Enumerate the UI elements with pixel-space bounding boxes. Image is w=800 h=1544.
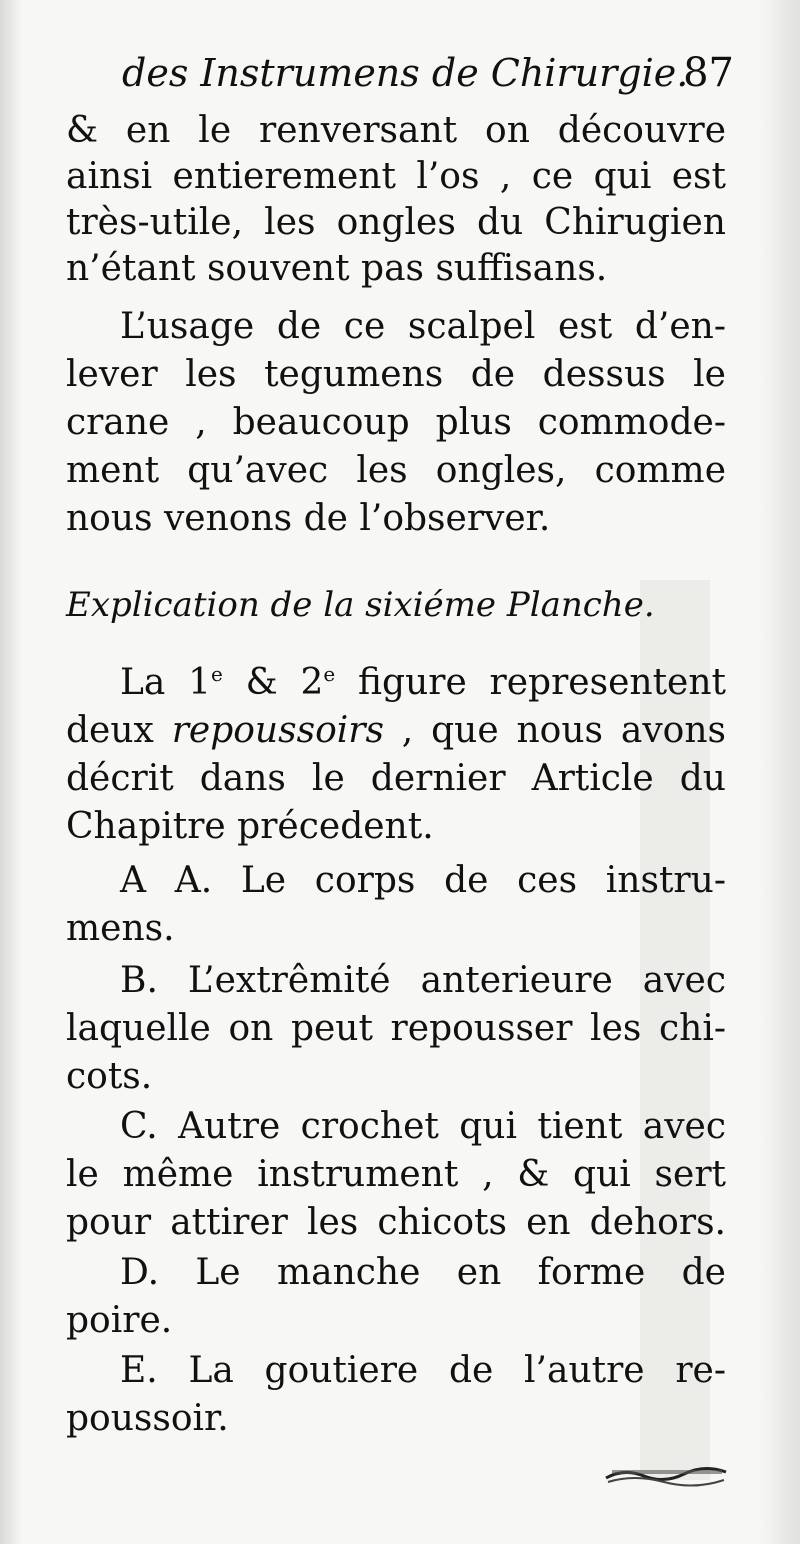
text-line: pour attirer les chicots en dehors. (66, 1202, 726, 1243)
text-line: Chapitre précedent. (66, 806, 434, 847)
printers-ornament-icon (604, 1462, 728, 1488)
text-line: poussoir. (66, 1398, 229, 1439)
text-line: poire. (66, 1300, 173, 1341)
text-line: décrit dans le dernier Article du (66, 758, 726, 799)
text-line (66, 708, 726, 754)
text-fragment: & 2 (222, 662, 324, 703)
text-line: le même instrument , & qui sert (66, 1154, 726, 1195)
page-edge-shadow-left (0, 0, 22, 1544)
text-line: L’usage de ce scalpel est d’en- (120, 306, 726, 347)
running-title: des Instrumens de Chirurgie. (122, 51, 689, 95)
section-heading: Explication de la sixiéme Planche. (66, 585, 655, 625)
text-line: D. Le manche en forme de (120, 1252, 726, 1293)
text-line: cots. (66, 1056, 153, 1097)
page-number: 87 (683, 50, 734, 96)
text-line: ment qu’avec les ongles, comme (66, 450, 726, 491)
text-line: laquelle on peut repousser les chi- (66, 1008, 726, 1049)
text-line: E. La goutiere de l’autre re- (120, 1350, 726, 1391)
text-line: A A. Le corps de ces instru- (120, 860, 726, 901)
text-line: mens. (66, 908, 175, 949)
superscript: e (211, 662, 223, 686)
text-line: nous venons de l’observer. (66, 498, 551, 539)
text-line: B. L’extrêmité anterieure avec (120, 960, 726, 1001)
italic-term: repoussoirs (171, 710, 384, 751)
text-line: n’étant souvent pas suffisans. (66, 248, 608, 289)
superscript: e (323, 662, 336, 686)
running-head (122, 48, 732, 98)
text-line: C. Autre crochet qui tient avec (120, 1106, 726, 1147)
text-line: & en le renversant on découvre (66, 110, 726, 151)
text-line: crane , beaucoup plus commode- (66, 402, 726, 443)
text-line: lever les tegumens de dessus le (66, 354, 726, 395)
page-edge-shadow-right (760, 0, 800, 1544)
text-fragment: La 1 (120, 662, 212, 703)
text-fragment: figure representent (335, 662, 726, 703)
text-fragment: deux (66, 710, 172, 751)
text-fragment: , que nous avons (383, 710, 727, 751)
text-line: très-utile, les ongles du Chirugien (66, 202, 726, 243)
text-line (66, 660, 726, 706)
text-line: ainsi entierement l’os , ce qui est (66, 156, 726, 197)
